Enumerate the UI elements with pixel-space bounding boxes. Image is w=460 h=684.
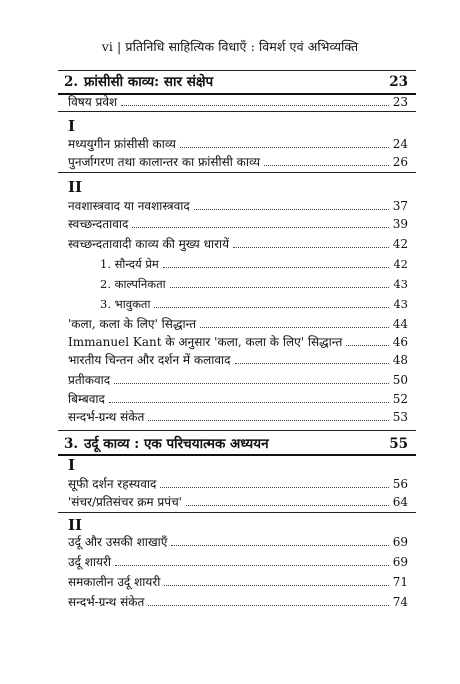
toc-entry-page: 64	[392, 495, 408, 509]
toc-entry-page: 69	[392, 555, 408, 569]
toc-entry-page: 23	[392, 95, 408, 109]
chapter-heading[interactable]	[64, 70, 408, 90]
toc-entry[interactable]	[68, 474, 408, 492]
toc-entry-label: 2. काल्पनिकता	[100, 277, 166, 291]
dot-leader	[264, 165, 389, 166]
toc-entry[interactable]	[68, 234, 408, 252]
toc-entry-page: 69	[392, 535, 408, 549]
section-rule	[58, 172, 416, 173]
chapter-number: 2.	[64, 74, 79, 90]
toc-entry-page: 48	[392, 353, 408, 367]
dot-leader	[235, 363, 389, 364]
dot-leader	[194, 209, 389, 210]
toc-entry-label: सूफी दर्शन रहस्यवाद	[68, 477, 157, 491]
toc-subentry[interactable]	[100, 254, 408, 272]
dot-leader	[154, 307, 389, 308]
dot-leader	[200, 327, 389, 328]
toc-entry-label: स्वच्छन्दतावाद	[68, 217, 129, 231]
chapter-number: 3.	[64, 436, 79, 452]
toc-entry-label: विषय प्रवेश	[68, 95, 118, 109]
toc-entry-label: सन्दर्भ-ग्रन्थ संकेत	[68, 595, 145, 609]
chapter-page: 23	[389, 74, 408, 90]
toc-entry-label: नवशास्त्रवाद या नवशास्त्रवाद	[68, 199, 190, 213]
toc-entry-label: पुनर्जागरण तथा कालान्तर का फ्रांसीसी काव्य	[68, 155, 261, 169]
chapter-top-rule	[58, 430, 416, 431]
toc-entry-label: उर्दू और उसकी शाखाएँ	[68, 535, 168, 549]
section-rule	[58, 111, 416, 112]
toc-subentry[interactable]	[100, 294, 408, 312]
toc-entry-page: 71	[392, 575, 408, 589]
toc-entry[interactable]	[68, 92, 408, 110]
toc-entry-label: स्वच्छन्दतावादी काव्य की मुख्य धारायें	[68, 237, 230, 251]
dot-leader	[180, 147, 389, 148]
toc-entry[interactable]	[68, 407, 408, 425]
toc-entry-page: 37	[392, 199, 408, 213]
dot-leader	[170, 287, 390, 288]
toc-entry[interactable]	[68, 532, 408, 550]
toc-entry[interactable]	[68, 196, 408, 214]
toc-entry-page: 39	[392, 217, 408, 231]
chapter-page: 55	[389, 436, 408, 452]
toc-entry[interactable]	[68, 552, 408, 570]
toc-entry-page: 44	[392, 317, 408, 331]
dot-leader	[109, 402, 389, 403]
toc-entry[interactable]	[68, 152, 408, 170]
toc-entry-page: 52	[392, 392, 408, 406]
section-numeral: II	[68, 516, 83, 534]
dot-leader	[233, 247, 389, 248]
toc-entry-page: 42	[393, 257, 408, 271]
toc-entry[interactable]	[68, 350, 408, 368]
toc-entry[interactable]	[68, 134, 408, 152]
toc-entry-label: प्रतीकवाद	[68, 373, 111, 387]
dot-leader	[171, 545, 388, 546]
toc-entry[interactable]	[68, 492, 408, 510]
toc-entry-page: 43	[393, 277, 408, 291]
toc-entry-label: भारतीय चिन्तन और दर्शन में कलावाद	[68, 353, 231, 367]
toc-entry-label: 3. भावुकता	[100, 297, 151, 311]
dot-leader	[121, 105, 389, 106]
chapter-heading[interactable]	[64, 432, 408, 452]
toc-entry-label: उर्दू शायरी	[68, 555, 112, 569]
toc-entry[interactable]	[68, 592, 408, 610]
toc-entry[interactable]	[68, 389, 408, 407]
toc-entry-page: 56	[392, 477, 408, 491]
toc-entry-label: सन्दर्भ-ग्रन्थ संकेत	[68, 410, 145, 424]
toc-entry[interactable]	[68, 572, 408, 590]
chapter-heading-rule	[58, 454, 416, 456]
section-numeral: I	[68, 117, 76, 135]
dot-leader	[114, 383, 389, 384]
toc-entry-page: 53	[392, 410, 408, 424]
toc-entry-page: 42	[392, 237, 408, 251]
dot-leader	[132, 227, 388, 228]
toc-entry[interactable]	[68, 370, 408, 388]
toc-subentry[interactable]	[100, 274, 408, 292]
toc-entry-page: 26	[392, 155, 408, 169]
dot-leader	[115, 565, 389, 566]
dot-leader	[148, 605, 388, 606]
chapter-title: उर्दू काव्य : एक परिचयात्मक अध्ययन	[84, 436, 269, 452]
toc-entry-label: समकालीन उर्दू शायरी	[68, 575, 161, 589]
toc-entry-label: 'संचर/प्रतिसंचर क्रम प्रपंच'	[68, 495, 182, 509]
chapter-title: फ्रांसीसी काव्य: सार संक्षेप	[84, 74, 214, 90]
running-header: vi | प्रतिनिधि साहित्यिक विधाएँ : विमर्श एवं अभिव्यक्ति	[101, 39, 359, 54]
toc-entry[interactable]	[68, 314, 408, 332]
section-numeral: II	[68, 178, 83, 196]
dot-leader	[346, 345, 388, 346]
section-rule	[58, 512, 416, 513]
section-numeral: I	[68, 456, 76, 474]
dot-leader	[148, 420, 388, 421]
toc-entry-page: 46	[392, 335, 408, 349]
toc-entry-page: 50	[392, 373, 408, 387]
toc-entry-page: 24	[392, 137, 408, 151]
toc-entry[interactable]	[68, 332, 408, 350]
toc-entry[interactable]	[68, 214, 408, 232]
dot-leader	[163, 267, 390, 268]
toc-entry-label: मध्ययुगीन फ्रांसीसी काव्य	[68, 137, 176, 151]
toc-entry-label: बिम्बवाद	[68, 392, 105, 406]
toc-entry-label: 1. सौन्दर्य प्रेम	[100, 257, 159, 271]
dot-leader	[186, 505, 389, 506]
toc-entry-label: Immanuel Kant के अनुसार 'कला, कला के लिए' सिद्धान्त	[68, 335, 343, 349]
toc-entry-page: 74	[392, 595, 408, 609]
dot-leader	[160, 487, 388, 488]
dot-leader	[164, 585, 388, 586]
toc-entry-label: 'कला, कला के लिए' सिद्धान्त	[68, 317, 197, 331]
toc-entry-page: 43	[393, 297, 408, 311]
